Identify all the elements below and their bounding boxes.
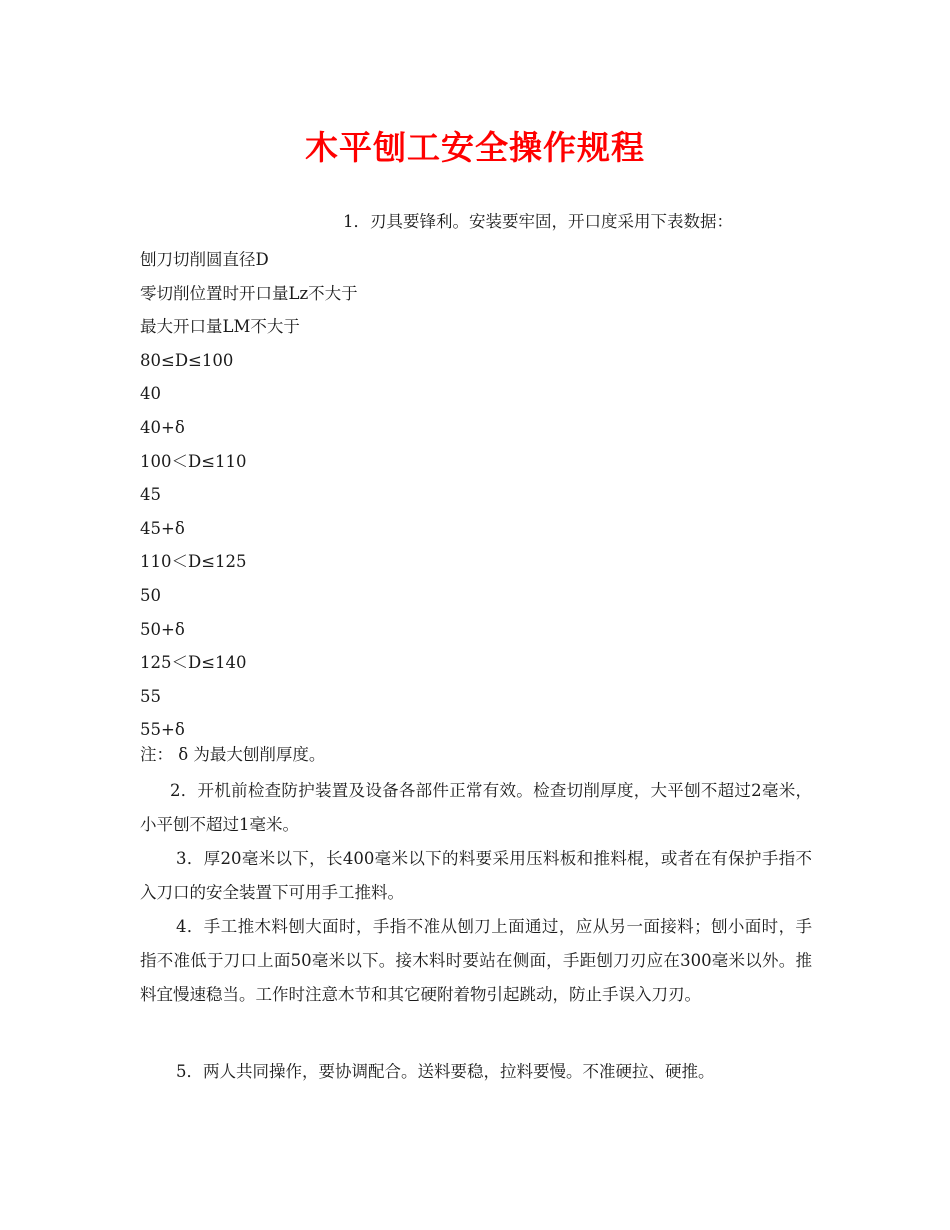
note-text: 注： δ 为最大刨削厚度。: [140, 745, 326, 764]
table-line: 55: [140, 686, 161, 706]
table-line: 110＜D≤125: [140, 552, 247, 572]
rule-paragraph-3: 3．厚20毫米以下，长400毫米以下的料要采用压料板和推料棍，或者在有保护手指不入刀口的安全装置下可用手工推料。: [140, 849, 812, 902]
table-line: 50: [140, 585, 161, 605]
table-line: 45: [140, 485, 161, 505]
table-line: 80≤D≤100: [140, 350, 234, 370]
document-title: 木平刨工安全操作规程: [305, 128, 645, 167]
table-line: 50+δ: [140, 619, 185, 639]
intro-paragraph: 1．刃具要锋利。安装要牢固，开口度采用下表数据：: [343, 212, 733, 231]
table-line: 40: [140, 384, 161, 404]
rule-paragraph-5: 5．两人共同操作，要协调配合。送料要稳，拉料要慢。不准硬拉、硬推。: [176, 1062, 715, 1081]
rule-paragraph-4: 4．手工推木料刨大面时，手指不准从刨刀上面通过，应从另一面接料；刨小面时，手指不准低于刀口上面50毫米以下。接木料时要站在侧面，手距刨刀刃应在300毫米以外。推料宜慢速稳当。工作时注意木节和其它硬附着物引起跳动，防止手误入刀刃。: [140, 917, 812, 1004]
table-line: 55+δ: [140, 720, 185, 740]
table-line: 45+δ: [140, 518, 185, 538]
rule-paragraph-2: 2．开机前检查防护装置及设备各部件正常有效。检查切削厚度，大平刨不超过2毫米，小平刨不超过1毫米。: [140, 781, 812, 834]
opening-table-lines: [140, 243, 820, 747]
table-line: 零切削位置时开口量Lz不大于: [140, 283, 358, 303]
table-line: 125＜D≤140: [140, 653, 247, 673]
table-line: 40+δ: [140, 417, 185, 437]
table-line: 最大开口量LM不大于: [140, 317, 300, 337]
table-line: 刨刀切削圆直径D: [140, 250, 269, 269]
table-line: 100＜D≤110: [140, 451, 247, 471]
